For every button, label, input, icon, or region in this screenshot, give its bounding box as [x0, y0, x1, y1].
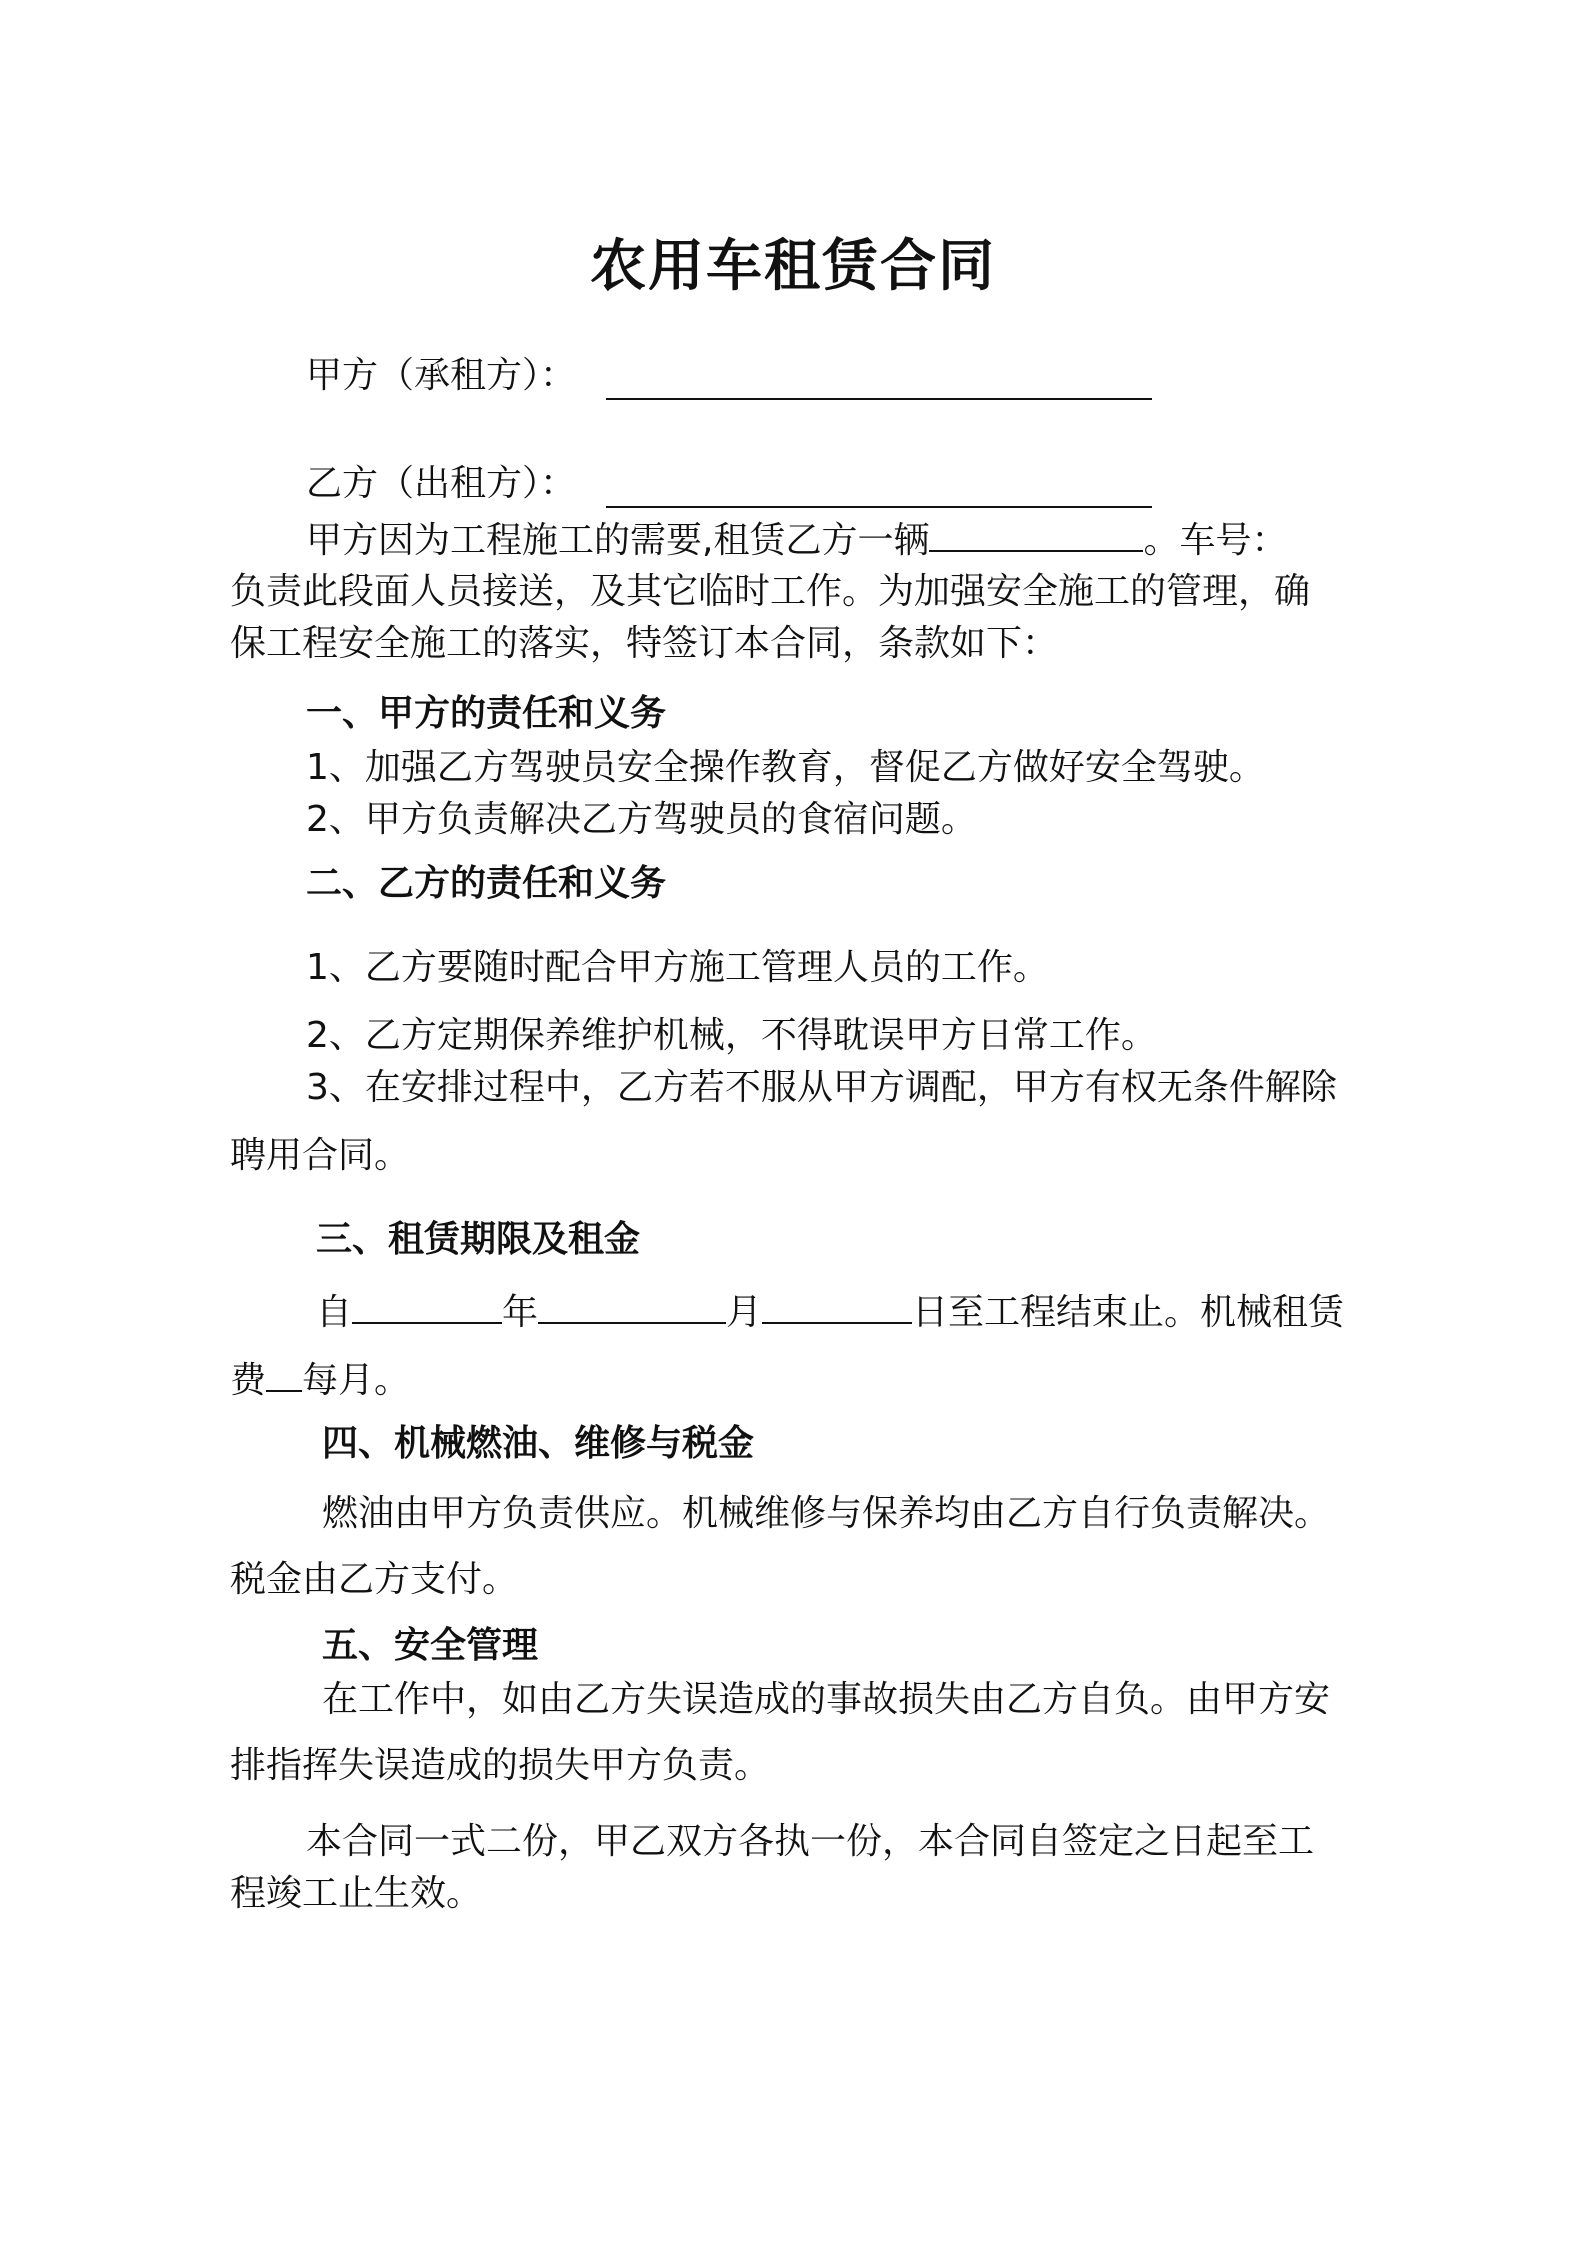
section-4-heading: 四、机械燃油、维修与税金 [322, 1423, 755, 1464]
monthly-text: 每月。 [302, 1360, 411, 1401]
section-4-line-1: 燃油由甲方负责供应。机械维修与保养均由乙方自行负责解决。 [322, 1493, 1331, 1534]
start-year-blank[interactable] [352, 1286, 502, 1324]
month-text: 月 [726, 1292, 763, 1333]
from-text: 自 [316, 1292, 353, 1333]
section-4-line-2: 税金由乙方支付。 [230, 1559, 519, 1600]
section-5-line-1: 在工作中，如由乙方失误造成的事故损失由乙方自负。由甲方安 [322, 1679, 1331, 1720]
fee-blank[interactable] [266, 1354, 302, 1392]
section-5-line-2: 排指挥失误造成的损失甲方负责。 [230, 1745, 771, 1786]
intro-line-3: 保工程安全施工的落实，特签订本合同，条款如下： [230, 623, 1059, 664]
intro-text-a: 甲方因为工程施工的需要,租赁乙方一辆 [306, 520, 930, 561]
section-3-heading: 三、租赁期限及租金 [316, 1219, 641, 1260]
party-b-label: 乙方（出租方）： [306, 463, 577, 504]
party-a-line [306, 352, 576, 400]
intro-line-2: 负责此段面人员接送，及其它临时工作。为加强安全施工的管理，确 [230, 571, 1311, 612]
section-1-heading: 一、甲方的责任和义务 [306, 693, 667, 734]
section-5-heading: 五、安全管理 [322, 1625, 539, 1666]
section-3-fee-line [230, 1354, 410, 1405]
document-title: 农用车租赁合同 [590, 234, 996, 299]
section-2-heading: 二、乙方的责任和义务 [306, 863, 667, 904]
section-2-item-2: 2、乙方定期保养维护机械，不得耽误甲方日常工作。 [306, 1015, 1157, 1056]
section-2-item-1: 1、乙方要随时配合甲方施工管理人员的工作。 [306, 947, 1049, 988]
closing-line-1: 本合同一式二份，甲乙双方各执一份，本合同自签定之日起至工 [306, 1821, 1315, 1862]
section-2-item-3-cont: 聘用合同。 [230, 1135, 411, 1176]
party-b-line [306, 460, 576, 508]
party-a-blank[interactable] [606, 398, 1152, 400]
closing-line-2: 程竣工止生效。 [230, 1873, 483, 1914]
fee-text: 费 [230, 1360, 267, 1401]
day-rest-text: 日至工程结束止。机械租赁 [912, 1292, 1345, 1333]
intro-text-b: 。车号： [1143, 520, 1288, 561]
section-1-item-1: 1、加强乙方驾驶员安全操作教育，督促乙方做好安全驾驶。 [306, 747, 1265, 788]
section-3-period-line [316, 1286, 1344, 1337]
start-month-blank[interactable] [538, 1286, 726, 1324]
year-text: 年 [502, 1292, 539, 1333]
vehicle-blank[interactable] [929, 514, 1143, 552]
start-day-blank[interactable] [762, 1286, 912, 1324]
party-b-blank[interactable] [606, 506, 1152, 508]
intro-line-1 [306, 514, 1287, 565]
section-1-item-2: 2、甲方负责解决乙方驾驶员的食宿问题。 [306, 799, 977, 840]
section-2-item-3: 3、在安排过程中，乙方若不服从甲方调配，甲方有权无条件解除 [306, 1067, 1337, 1108]
party-a-label: 甲方（承租方）： [306, 355, 577, 396]
